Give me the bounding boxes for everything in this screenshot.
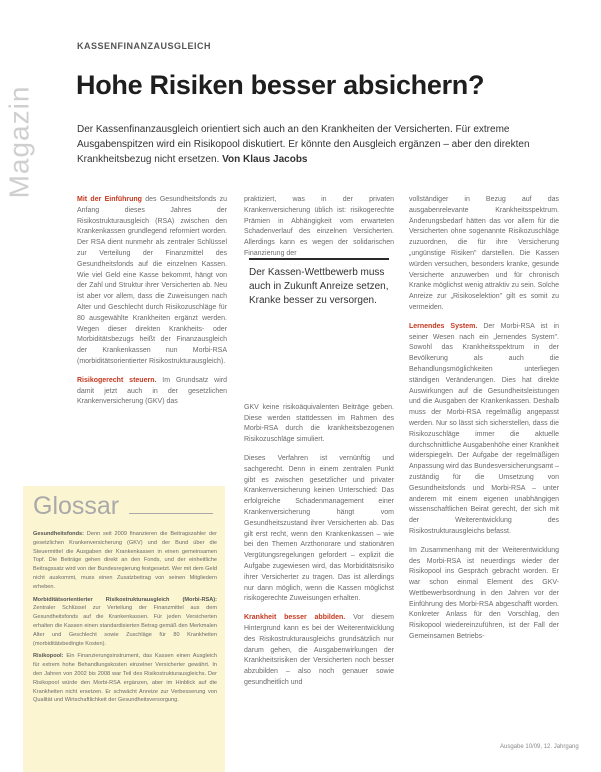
paragraph: Dieses Verfahren ist vernünftig und sachgerecht. Denn in einem zentralen Punkt gibt es zwischen gesetzlicher und privater Krankenversicherung keinen Unterschied: Das erfolgreiche Schadenmanagement einer Krankenversicherung hängt vom Gesundheitszustand ihrer Versicherten ab. Das gilt erst recht, wenn den Krankenkassen – wie bei den Themen Arzthonorare und stationären Vergütungsregelungen gefordert – explizit die Aufgabe zugewiesen wird, das Morbiditätsrisiko ihrer Versicherter zu tragen. Das ist allerdings nur dann möglich, wenn die Kassen möglichst risikogerechte Zuweisungen erhalten.	[244, 454, 394, 603]
paragraph-text: Vor diesem Hintergrund kann es bei der Weiterentwicklung des Risikostrukturausgleichs grundsätzlich nur darum gehen, die Ausgabenwirkungen der Krankheitsrisiken der Versicherten noch besser abzubilden – also noch genauer sowie gesundheitlich und	[244, 614, 394, 686]
glossary-box	[23, 486, 225, 772]
paragraph-text: des Gesundheitsfonds zu Anfang dieses Jahres der Risikostrukturausgleich (RSA) zwischen den Krankenkassen grundlegend reformiert worden. Der RSA dient nunmehr als zentraler Schlüssel zur Verteilung der Finanzmittel des Gesundheitsfonds auf die einzelnen Kassen. Wie viel Geld eine Kasse bekommt, hängt von der Zahl und Struktur ihrer Versicherten ab. Neu ist aber vor allem, dass die Zuweisungen nach Alter und Geschlecht durch Risikozuschläge für 80 ausgewählte Krankheiten ergänzt werden. Wegen dieser direkten Krankheits- oder Morbiditätsbezugs heißt der Finanzausgleich der Krankenkassen nun Morbi-RSA (morbiditätsorientierter Risikostrukturausgleich).	[77, 196, 227, 365]
paragraph-text: Der Morbi-RSA ist in seiner Wesen nach ein „lernendes System". Sowohl das Krankheitsspektrum in der Bevölkerung als auch die Behandlungsmöglichkeiten unterliegen ständigen Veränderungen. Dies hat direkte Auswirkungen auf die Gesundheitsleistungen und die Ausgaben der Krankenkassen. Deshalb muss der Morbi-RSA regelmäßig angepasst werden. Nur so lässt sich sicherstellen, dass die Risikozuschläge immer die aktuelle durchschnittliche Ausgabenhöhe einer Krankheit widerspiegeln. Der Aufgabe der regelmäßigen Anpassung wird das Bundesversicherungsamt – zuständig für die Umsetzung von Gesundheitsfonds und Morbi-RSA – unter anderem mit einem eigenen unabhängigen wissenschaftlichen Beirat gerecht, der sich mit der Weiterentwicklung des Risikostrukturausgleichs befasst.	[409, 322, 559, 535]
glossary-definition: Denn seit 2009 finanzieren die Beitragszahler der gesetzlichen Krankenversicherung (GKV) und der Bund über die Steuermittel die Ausgaben der Krankenkassen in einen gemeinsamen Topf. Die Beiträge gehen direkt an den Fonds, und der einheitliche Beitragssatz wird von der Bundesregierung festgesetzt. Wer mit dem Geld nicht auskommt, muss einen Zusatzbeitrag von seinen Mitgliedern erheben.	[33, 531, 217, 590]
section-label: KASSENFINANZAUSGLEICH	[77, 41, 212, 51]
paragraph-keyword: Risikogerecht steuern.	[77, 376, 157, 384]
glossary-title: Glossar	[33, 492, 120, 520]
headline: Hohe Risiken besser absichern?	[76, 70, 485, 100]
paragraph: Im Zusammenhang mit der Weiterentwicklung des Morbi-RSA ist neuerdings wieder der Risikopool ins Gespräch gebracht worden. Er war schon einmal Element des GKV-Wettbewerbsordnung in den Jahren vor der Einführung des Morbi-RSA abgeschafft worden. Konkreter Anlass für den Vorschlag, den Risikopool wiedereinzuführen, ist der Fall der Gemeinsamen Betriebs-	[409, 546, 559, 641]
glossary-title-rule	[129, 513, 213, 514]
pull-quote: Der Kassen-Wettbewerb muss auch in Zukunft Anreize setzen, Kranke besser zu versorgen.	[249, 258, 389, 308]
text-column-3	[409, 195, 559, 651]
paragraph-keyword: Mit der Einführung	[77, 196, 142, 203]
lead-text: Der Kassenfinanzausgleich orientiert sich auch an den Krankheiten der Versicherten. Für extreme Ausgabenspitzen wird ein Risikopool diskutiert. Er könnte den Ausgleich ergänzen – aber den direkten Krankheitsbezug nicht ersetzen.	[77, 124, 530, 165]
glossary-entry	[33, 652, 217, 705]
glossary-term: Risikopool:	[33, 653, 64, 660]
glossary-entry	[33, 596, 217, 649]
paragraph-keyword: Krankheit besser abbilden.	[244, 614, 346, 622]
lead-author: Von Klaus Jacobs	[222, 154, 308, 165]
glossary-definition: Zentraler Schlüssel zur Verteilung der Finanzmittel aus dem Gesundheitsfonds auf die Krankenkassen. Für jeden Versicherten erhalten die Kassen einen standardisierten Betrag gemäß den Merkmalen Alter und Geschlecht sowie Zuschläge für 80 Krankheiten (morbiditätsbedingte Kosten).	[33, 605, 217, 647]
glossary-term: Gesundheitsfonds:	[33, 531, 84, 537]
lead-paragraph	[77, 122, 557, 167]
glossary-definition: Ein Finanzierungsinstrument, das Kassen einen Ausgleich für extrem hohe Behandlungskosten einzelner Versicherter gewährt. In den Jahren von 2002 bis 2008 war Teil des Risikostrukturausgleichs. Der Risikopool würde den Morbi-RSA ergänzen, aber im Hinblick auf die Krankheiten nicht ersetzen. Er schwächt Anreize zur Verbesserung von Qualität und Wirtschaftlichkeit der Gesundheitsversorgung.	[33, 653, 217, 704]
paragraph-keyword: Lernendes System.	[409, 322, 478, 330]
glossary-entry	[33, 530, 217, 592]
paragraph	[77, 195, 227, 368]
paragraph: GKV keine risikoäquivalenten Beiträge geben. Diese werden stattdessen im Rahmen des Morbi-RSA durch die krankheitsbezogenen Risikozuschläge simuliert.	[244, 403, 394, 444]
glossary-body	[33, 530, 217, 709]
paragraph	[77, 376, 227, 408]
glossary-term: Morbiditätsorientierter Risikostrukturausgleich (Morbi-RSA):	[33, 596, 217, 603]
page-footer: Ausgabe 10/09, 12. Jahrgang	[500, 744, 579, 750]
paragraph: praktiziert, was in der privaten Krankenversicherung üblich ist: risikogerechte Prämien in Abhängigkeit vom erwarteten Schadenverlauf des einzelnen Versicherten. Allerdings kann es wegen der solidarischen Finanzierung der	[244, 196, 394, 257]
paragraph	[409, 322, 559, 538]
column-2-continuation	[244, 403, 394, 689]
side-label-text: Magazin	[3, 85, 34, 199]
paragraph: vollständiger in Bezug auf das ausgabenrelevante Krankheitsspektrum. Änderungsbedarf hätten das vor allem für die Versicherten ohne sogenannte Risikozuschläge zuzuordnen, die für ihre Versicherung „ungünstige Risiken" darstellen. Die Kassen würden versuchen, besonders kranke, gesunde Versicherte anzuwerben und für chronisch Kranke möglichst wenig attraktiv zu sein. Solche Anreize zur „Risikoselektion" gilt es somit zu vermeiden.	[409, 196, 559, 311]
paragraph-text: Im Grundsatz wird damit jetzt auch in der gesetzlichen Krankenversicherung (GKV) das	[77, 376, 227, 406]
side-section-label	[3, 62, 34, 222]
paragraph	[244, 613, 394, 689]
text-column-1	[77, 195, 227, 416]
